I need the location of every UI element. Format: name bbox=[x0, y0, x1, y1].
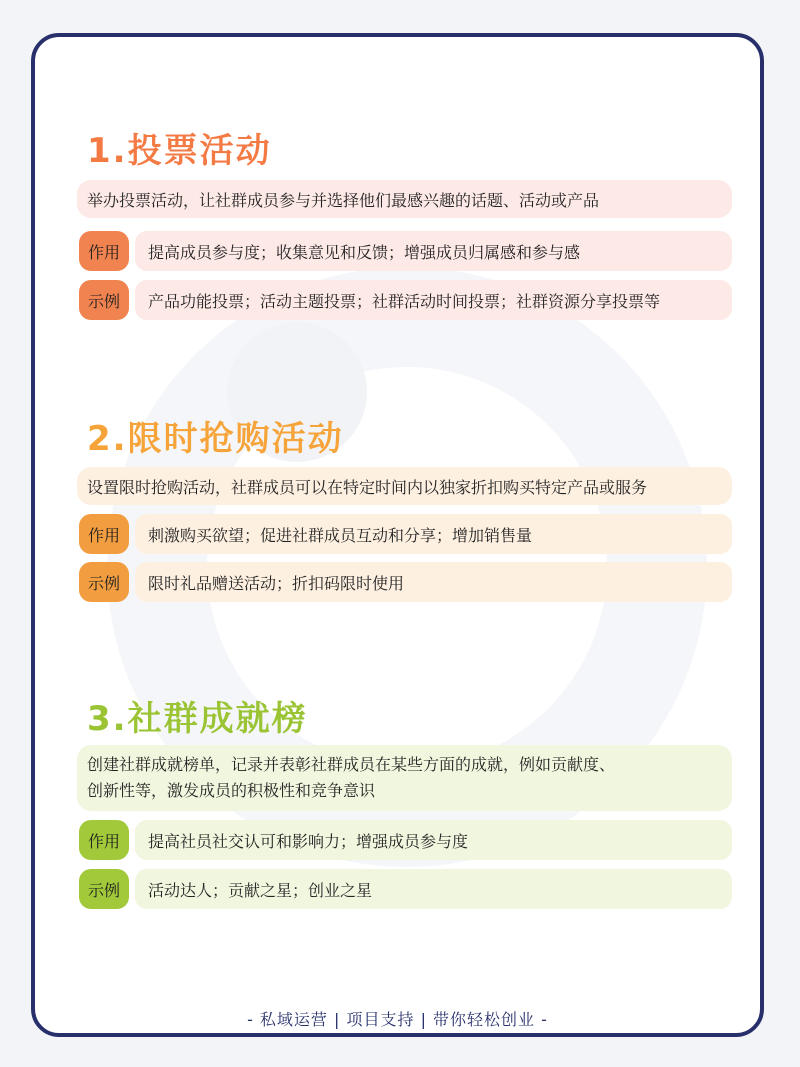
description-line: 创建社群成就榜单，记录并表彰社群成员在某些方面的成就，例如贡献度、 bbox=[87, 755, 616, 774]
section-description: 举办投票活动，让社群成员参与并选择他们最感兴趣的话题、活动或产品 bbox=[77, 180, 732, 218]
effect-tag: 作用 bbox=[79, 820, 129, 860]
example-tag: 示例 bbox=[79, 869, 129, 909]
content-card bbox=[31, 33, 764, 1037]
effect-text: 提高社员社交认可和影响力；增强成员参与度 bbox=[135, 820, 732, 860]
effect-row bbox=[77, 231, 732, 271]
effect-text: 刺激购买欲望；促进社群成员互动和分享；增加销售量 bbox=[135, 514, 732, 554]
example-tag: 示例 bbox=[79, 280, 129, 320]
effect-row bbox=[77, 514, 732, 554]
example-row bbox=[77, 869, 732, 909]
footer-slogan: - 私域运营 | 项目支持 | 带你轻松创业 - bbox=[247, 1010, 548, 1029]
example-text: 活动达人；贡献之星；创业之星 bbox=[135, 869, 732, 909]
effect-tag: 作用 bbox=[79, 231, 129, 271]
effect-text: 提高成员参与度；收集意见和反馈；增强成员归属感和参与感 bbox=[135, 231, 732, 271]
example-row bbox=[77, 562, 732, 602]
example-row bbox=[77, 280, 732, 320]
section-description: 设置限时抢购活动，社群成员可以在特定时间内以独家折扣购买特定产品或服务 bbox=[77, 467, 732, 505]
example-text: 限时礼品赠送活动；折扣码限时使用 bbox=[135, 562, 732, 602]
description-line: 创新性等，激发成员的积极性和竞争意识 bbox=[87, 781, 376, 800]
effect-row bbox=[77, 820, 732, 860]
section-title: 3.社群成就榜 bbox=[87, 699, 308, 739]
example-tag: 示例 bbox=[79, 562, 129, 602]
example-text: 产品功能投票；活动主题投票；社群活动时间投票；社群资源分享投票等 bbox=[135, 280, 732, 320]
section-title: 2.限时抢购活动 bbox=[87, 419, 344, 459]
section-description bbox=[77, 745, 732, 811]
effect-tag: 作用 bbox=[79, 514, 129, 554]
section-title: 1.投票活动 bbox=[87, 131, 272, 171]
